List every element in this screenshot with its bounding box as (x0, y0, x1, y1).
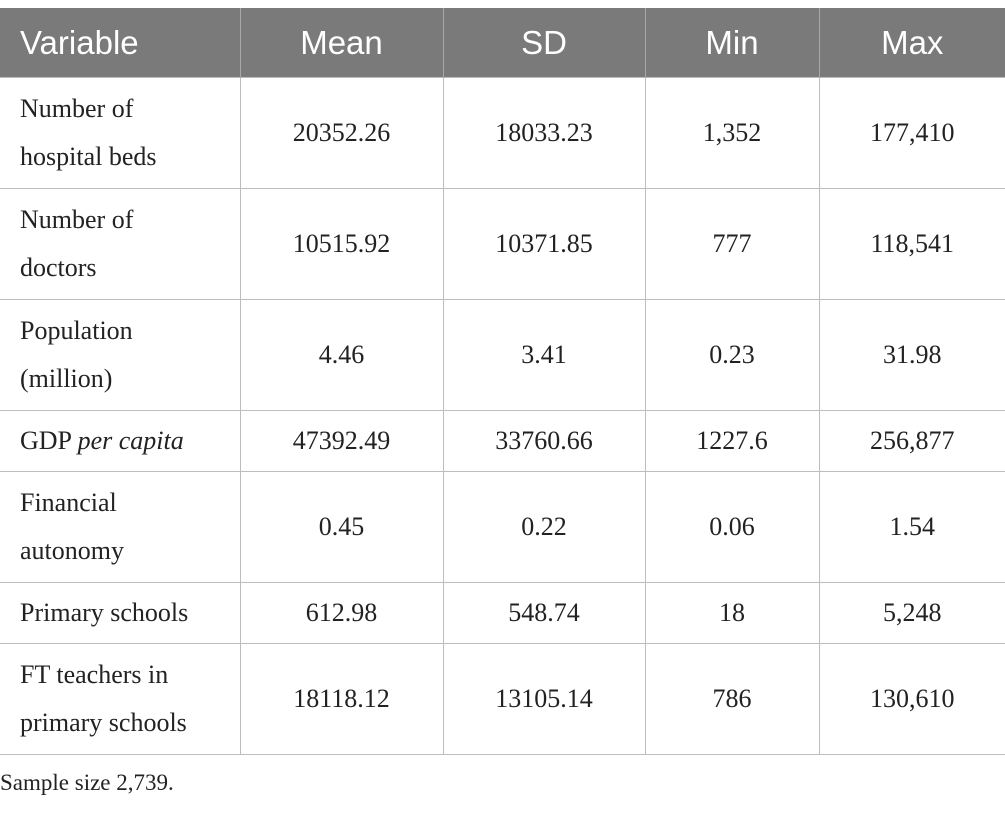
mean-cell: 10515.92 (240, 189, 443, 300)
mean-cell: 0.45 (240, 472, 443, 583)
variable-label-line2: hospital beds (20, 142, 157, 171)
mean-cell: 20352.26 (240, 78, 443, 189)
variable-label-line1: Financial (20, 488, 117, 517)
variable-cell (0, 189, 240, 300)
max-cell: 118,541 (819, 189, 1005, 300)
variable-cell (0, 644, 240, 755)
variable-label-line2: primary schools (20, 708, 187, 737)
header-min: Min (645, 8, 819, 78)
max-cell: 1.54 (819, 472, 1005, 583)
sd-cell: 548.74 (443, 583, 645, 644)
variable-cell (0, 78, 240, 189)
table-row (0, 644, 1005, 755)
header-max: Max (819, 8, 1005, 78)
max-cell: 177,410 (819, 78, 1005, 189)
max-cell: 5,248 (819, 583, 1005, 644)
table-body (0, 78, 1005, 755)
variable-label-line1: FT teachers in (20, 660, 169, 689)
variable-label-plain: GDP (20, 426, 78, 455)
variable-cell (0, 472, 240, 583)
sd-cell: 13105.14 (443, 644, 645, 755)
min-cell: 1227.6 (645, 411, 819, 472)
sd-cell: 33760.66 (443, 411, 645, 472)
table-footnote: Sample size 2,739. (0, 770, 174, 795)
variable-label-line1: Number of (20, 94, 134, 123)
table-row (0, 78, 1005, 189)
header-variable: Variable (0, 8, 240, 78)
variable-label-line1: Number of (20, 205, 134, 234)
header-mean: Mean (240, 8, 443, 78)
variable-label-italic: per capita (77, 426, 184, 455)
max-cell: 31.98 (819, 300, 1005, 411)
mean-cell: 4.46 (240, 300, 443, 411)
min-cell: 786 (645, 644, 819, 755)
max-cell: 256,877 (819, 411, 1005, 472)
table-row (0, 300, 1005, 411)
sd-cell: 10371.85 (443, 189, 645, 300)
table-row (0, 411, 1005, 472)
variable-cell (0, 411, 240, 472)
variable-label-line2: (million) (20, 364, 113, 393)
mean-cell: 612.98 (240, 583, 443, 644)
min-cell: 0.23 (645, 300, 819, 411)
statistics-table-container (0, 8, 1005, 755)
variable-cell (0, 300, 240, 411)
table-row (0, 472, 1005, 583)
table-row (0, 583, 1005, 644)
variable-cell: Primary schools (0, 583, 240, 644)
min-cell: 777 (645, 189, 819, 300)
mean-cell: 47392.49 (240, 411, 443, 472)
min-cell: 1,352 (645, 78, 819, 189)
min-cell: 18 (645, 583, 819, 644)
variable-label-line2: autonomy (20, 536, 124, 565)
table-header (0, 8, 1005, 78)
sd-cell: 0.22 (443, 472, 645, 583)
min-cell: 0.06 (645, 472, 819, 583)
header-row (0, 8, 1005, 78)
variable-label-line1: Population (20, 316, 133, 345)
header-sd: SD (443, 8, 645, 78)
variable-label-line2: doctors (20, 253, 97, 282)
descriptive-statistics-table (0, 8, 1005, 755)
sd-cell: 18033.23 (443, 78, 645, 189)
table-row (0, 189, 1005, 300)
mean-cell: 18118.12 (240, 644, 443, 755)
max-cell: 130,610 (819, 644, 1005, 755)
sd-cell: 3.41 (443, 300, 645, 411)
